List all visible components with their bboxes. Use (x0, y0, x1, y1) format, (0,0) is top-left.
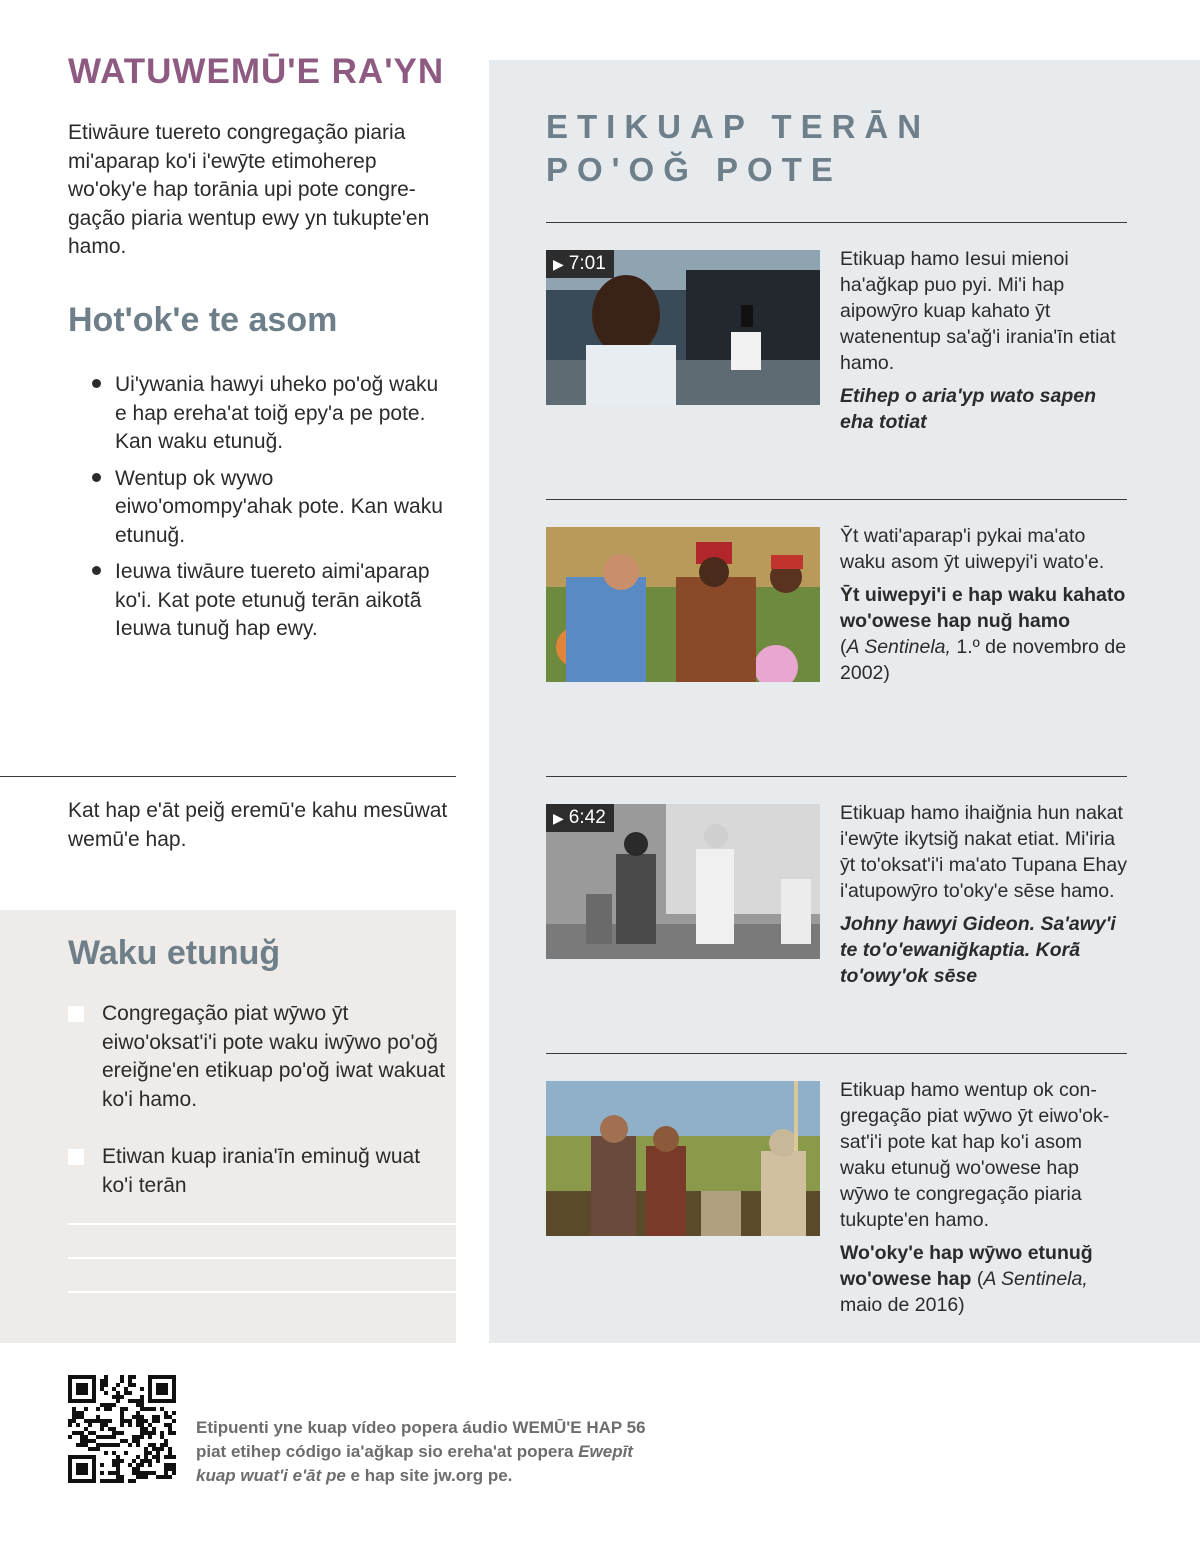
divider (546, 499, 1127, 500)
checkbox[interactable] (68, 1006, 84, 1022)
video-duration: ▶ 7:01 (546, 250, 614, 278)
writing-line (68, 1257, 456, 1259)
greeting-scene-image (546, 527, 820, 682)
writing-line (68, 1223, 456, 1225)
item-description: Etikuap hamo Iesui mienoi ha'ağkap puo pyi. Mi'i hap aipowȳro kuap kahato ȳt watenentup sa'ağ'i irania'īn etiat hamo. Etihep o aria'yp wato sapen eha totiat (840, 246, 1130, 442)
item-description: Ȳt wati'aparap'i pykai ma'ato waku asom ȳt uiwepyi'i wato'e. Ȳt uiwepyi'i e hap waku kahato wo'owese hap nuğ hamo (A Sentinela, 1.º de novembro de 2002) (840, 523, 1130, 686)
item-title: Wo'oky'e hap wȳwo etunuğ wo'owese hap (A Sentinela, maio de 2016) (840, 1242, 1093, 1316)
bullet-dot-icon (92, 473, 101, 482)
divider (546, 776, 1127, 777)
checklist-item: Congregação piat wȳwo ȳt eiwo'oksat'i'i pote waku iwȳwo po'oğ ereiğne'en etikuap po'oğ iwat wakuat ko'i hamo. (68, 1000, 448, 1114)
article-thumbnail[interactable] (546, 1081, 820, 1236)
page-title: WATUWEMŪ'E RA'YN (68, 52, 445, 91)
play-icon: ▶ (553, 256, 564, 272)
item-title: Ȳt uiwepyi'i e hap waku kahato wo'owese hap nuğ hamo (A Sentinela, 1.º de novembro de 2002) (840, 584, 1127, 684)
checklist (68, 1000, 448, 1200)
qr-code-icon[interactable] (68, 1375, 176, 1483)
checkbox[interactable] (68, 1149, 84, 1165)
bullet-item: Wentup ok wywo eiwo'omompy'ahak pote. Kan waku etunuğ. (92, 465, 452, 551)
intro-text: Etiwāure tuereto congregação piaria mi'aparap ko'i i'ewȳte etimoherep wo'oky'e hap torānia upi pote congregação piaria wentup ewy yn tukupte'en hamo. (68, 121, 430, 258)
panel-title: ETIKUAP TERĀN PO'OĞ POTE (546, 108, 931, 188)
divider (0, 776, 456, 777)
video-thumbnail[interactable] (546, 250, 820, 405)
video-duration: ▶ 6:42 (546, 804, 614, 832)
bullet-dot-icon (92, 379, 101, 388)
writing-line (68, 1291, 456, 1293)
bullet-dot-icon (92, 566, 101, 575)
divider (546, 1053, 1127, 1054)
bullet-list (92, 371, 452, 652)
checklist-item: Etiwan kuap irania'īn eminuğ wuat ko'i terān (68, 1143, 448, 1200)
divider (546, 222, 1127, 223)
gideon-army-image (546, 1081, 820, 1236)
footer-text: Etipuenti yne kuap vídeo popera áudio WEMŪ'E HAP 56 piat etihep código ia'ağkap sio ereha'at popera Ewepīt kuap wuat'i e'āt pe e hap site jw.org pe. (196, 1418, 646, 1485)
article-thumbnail[interactable] (546, 527, 820, 682)
checklist-heading: Waku etunuğ (68, 934, 281, 972)
play-icon: ▶ (553, 810, 564, 826)
item-title: Johny hawyi Gideon. Sa'awy'i te to'o'ewaniğkaptia. Korā̃ to'owy'ok sēse (840, 913, 1116, 987)
item-description: Etikuap hamo wentup ok congregação piat wȳwo ȳt eiwo'oksat'i'i pote kat hap ko'i asom waku etunuğ wo'owese hap wȳwo te congregação piaria tukupte'en hamo. Wo'oky'e hap wȳwo etunuğ wo'owese hap (A Sentinela, maio de 2016) (840, 1077, 1130, 1318)
item-title: Etihep o aria'yp wato sapen eha totiat (840, 385, 1097, 433)
bullet-item: Ui'ywania hawyi uheko po'oğ waku e hap ereha'at toiğ epy'a pe pote. Kan waku etunuğ. (92, 371, 452, 457)
section-heading: Hot'ok'e te asom (68, 301, 338, 339)
item-description: Etikuap hamo ihaiğnia hun nakat i'ewȳte ikytsiğ nakat etiat. Mi'iria ȳt to'oksat'i'i ma'ato Tupana Ehay i'atupowȳro to'oky'e sēse hamo. Johny hawyi Gideon. Sa'awy'i te to'o'ewaniğkaptia. Korā̃ to'owy'ok sēse (840, 800, 1130, 996)
video-thumbnail[interactable] (546, 804, 820, 959)
note-text: Kat hap e'āt peiğ eremū'e kahu mesūwat wemū'e hap. (68, 799, 448, 851)
bullet-item: Ieuwa tiwāure tuereto aimi'aparap ko'i. Kat pote etunuğ terān aikotā̃ Ieuwa tunuğ hap ewy. (92, 558, 452, 644)
